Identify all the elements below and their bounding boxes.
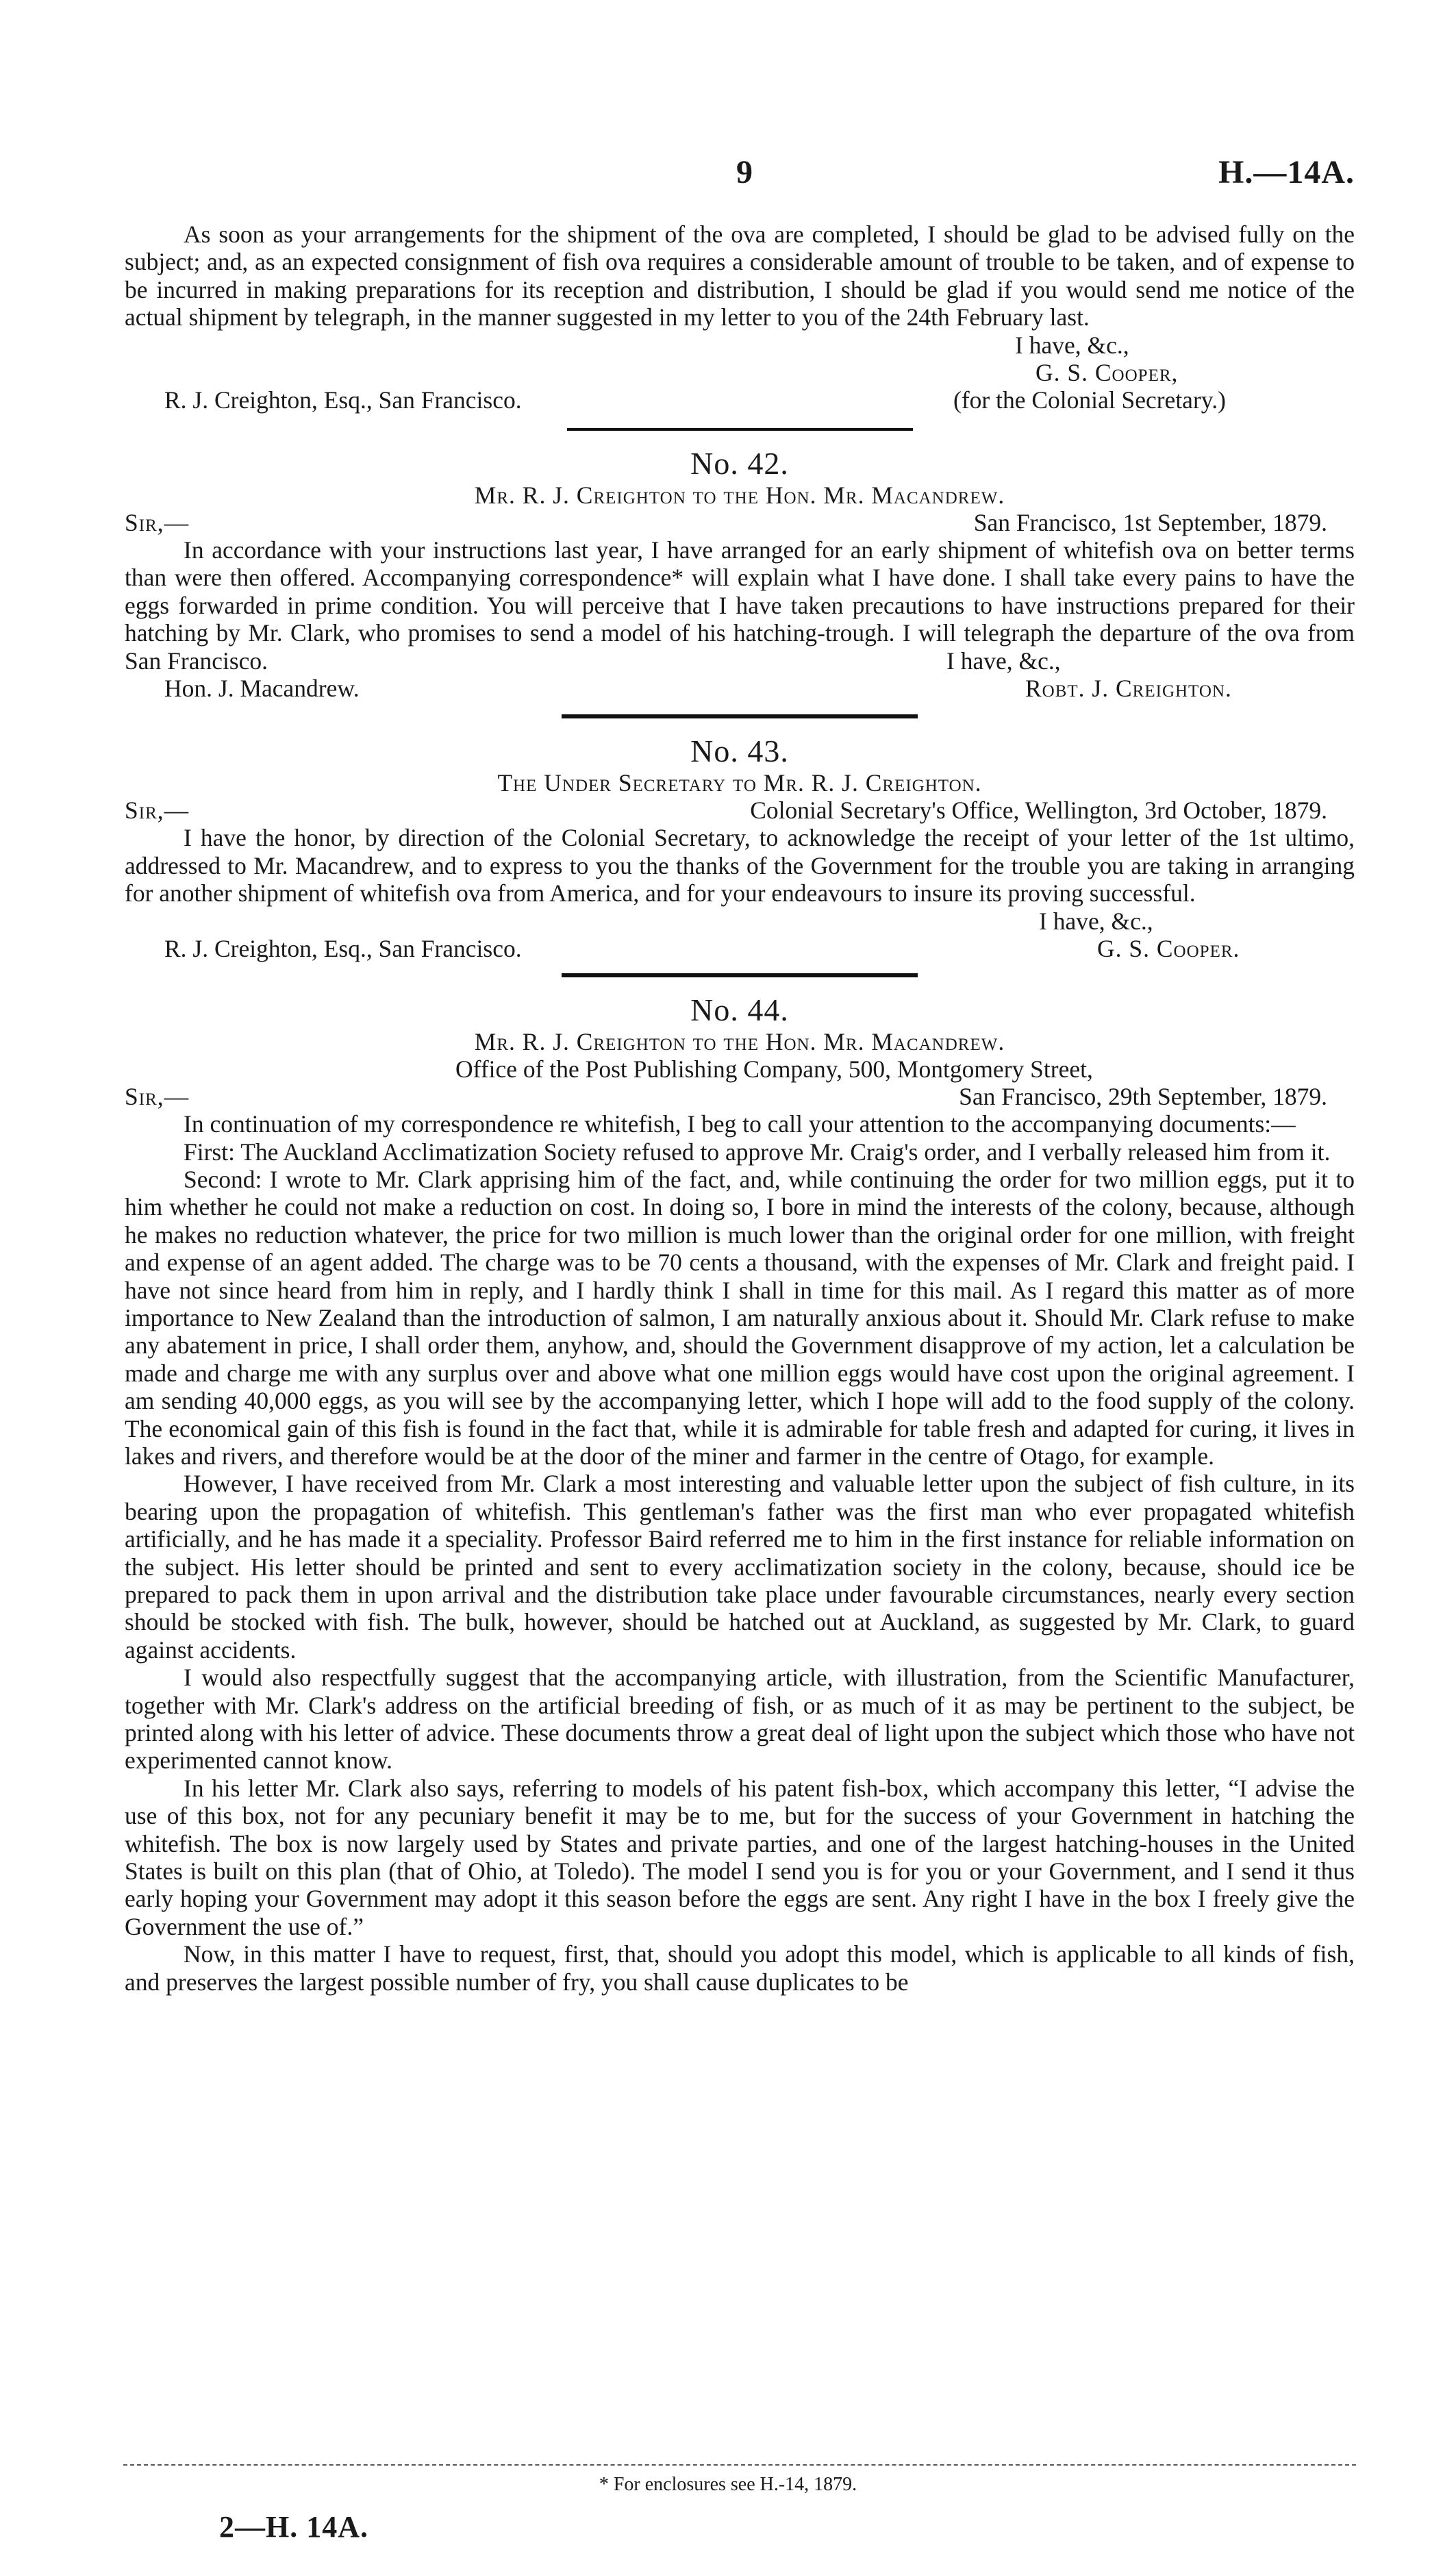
page-header — [0, 153, 1456, 201]
closing: I have, &c., — [1015, 331, 1129, 359]
signer: G. S. Cooper. — [1097, 934, 1240, 962]
addressee: Hon. J. Macandrew. — [164, 675, 360, 703]
footnote-rule — [123, 2464, 1356, 2466]
document-title: The Under Secretary to Mr. R. J. Creighton. — [497, 769, 982, 797]
paragraph: I have the honor, by direction of the Colonial Secretary, to acknowledge the receipt of your letter of the 1st ultimo, addressed to Mr. Macandrew, and to express to you the thanks of the Government for the trouble you are taking in arranging for another shipment of whitefish ova from America, and for your endeavours to insure its proving successful. — [125, 824, 1355, 907]
closing: I have, &c., — [1039, 907, 1153, 935]
paragraph: In continuation of my correspondence re whitefish, I beg to call your attention to the accompanying documents:— — [184, 1110, 1296, 1138]
paragraph: First: The Auckland Acclimatization Society refused to approve Mr. Craig's order, and I verbally released him from it. — [184, 1138, 1331, 1166]
place-date: Colonial Secretary's Office, Wellington, 3rd October, 1879. — [750, 797, 1327, 825]
document-number: No. 44. — [690, 992, 789, 1027]
document-title: Mr. R. J. Creighton to the Hon. Mr. Macandrew. — [474, 1027, 1005, 1055]
document-title: Mr. R. J. Creighton to the Hon. Mr. Macandrew. — [474, 481, 1005, 509]
office-address: Office of the Post Publishing Company, 500, Montgomery Street, — [455, 1055, 1093, 1083]
separator-rule — [562, 973, 918, 977]
page-number: 9 — [736, 154, 753, 190]
sheet-mark: 2—H. 14A. — [219, 2510, 368, 2544]
letter-42 — [125, 446, 1355, 731]
salutation: Sir,— — [125, 509, 190, 537]
salutation-row — [125, 1083, 1355, 1110]
signoff — [125, 907, 1355, 964]
paragraph: Now, in this matter I have to request, first, that, should you adopt this model, which is applicable to all kinds of fish, and preserves the largest possible number of fry, you shall cause duplicates to be — [125, 1940, 1355, 1996]
paragraph: However, I have received from Mr. Clark a most interesting and valuable letter upon the subject of fish culture, in its bearing upon the propagation of whitefish. This gentleman's father was the first man who ever propagated whitefish artificially, and he has made it a speciality. Professor Baird referred me to him in the first instance for reliable information on the subject. His letter should be printed and sent to every acclimatization society in the colony, because, should ice be prepared to pack them in upon arrival and the distribution take place under favourable circumstances, nearly every section should be stocked with fish. The bulk, however, should be hatched out at Auckland, as suggested by Mr. Clark, to guard against accidents. — [125, 1470, 1355, 1664]
letter-44 — [125, 992, 1355, 1996]
paragraph: I would also respectfully suggest that the accompanying article, with illustration, from the Scientific Manufacturer, together with Mr. Clark's address on the artificial breeding of fish, or as much of it as may be pertinent to the subject, be printed along with his letter of advice. These documents throw a great deal of light upon the subject which those who have not experimented cannot know. — [125, 1664, 1355, 1775]
closing: I have, &c., — [946, 647, 1061, 675]
document-number: No. 43. — [690, 734, 789, 769]
page-content — [125, 221, 1355, 1996]
signer: G. S. Cooper, — [1035, 358, 1179, 386]
document-number: No. 42. — [690, 445, 789, 481]
salutation-row — [125, 509, 1355, 536]
office-row — [125, 1055, 1355, 1083]
paragraph: Second: I wrote to Mr. Clark apprising him of the fact, and, while continuing the order for two million eggs, put it to him whether he could not make a reduction on cost. In doing so, I bore in mind the interests of the colony, because, although he makes no reduction whatever, the price for two million is much lower than the original order for one million, with freight and expense of an agent added. The charge was to be 70 cents a thousand, with the expenses of Mr. Clark and freight paid. I have not since heard from him in reply, and I hardly think I shall in time for this mail. As I regard this matter as of more importance to New Zealand than the introduction of salmon, I am naturally anxious about it. Should Mr. Clark refuse to make any abatement in price, I shall order them, anyhow, and, should the Government disapprove of my action, let a calculation be made and charge me with any surplus over and above what one million eggs would have cost upon the original agreement. I am sending 40,000 eggs, as you will see by the accompanying letter, which I hope will add to the food supply of the colony. The economical gain of this fish is found in the fact that, while it is admirable for table fresh and adapted for curing, it lives in lakes and rivers, and therefore would be at the door of the miner and farmer in the centre of Otago, for example. — [125, 1165, 1355, 1470]
addressee: R. J. Creighton, Esq., San Francisco. — [164, 934, 522, 962]
document-code: H.—14A. — [1218, 154, 1355, 190]
signoff — [125, 647, 1355, 731]
salutation: Sir,— — [125, 797, 190, 825]
addressee: R. J. Creighton, Esq., San Francisco. — [164, 386, 522, 414]
salutation: Sir,— — [125, 1083, 190, 1111]
place-date: San Francisco, 29th September, 1879. — [959, 1083, 1327, 1111]
place-date: San Francisco, 1st September, 1879. — [973, 509, 1327, 537]
signoff — [125, 331, 1355, 416]
signer: Robt. J. Creighton. — [1025, 675, 1232, 703]
footnote: * For enclosures see H.-14, 1879. — [599, 2474, 857, 2495]
salutation-row — [125, 797, 1355, 824]
letter-41-tail — [125, 221, 1355, 416]
paragraph: In his letter Mr. Clark also says, referring to models of his patent fish-box, which accompany this letter, “I advise the use of this box, not for any pecuniary benefit it may be to me, but for the success of your Government in hatching the whitefish. The box is now largely used by States and private parties, and one of the largest hatching-houses in the United States is built on this plan (that of Ohio, at Toledo). The model I send you is for you or your Government, and I send it thus early hoping your Government may adopt it this season before the eggs are sent. Any right I have in the box I freely give the Government the use of.” — [125, 1774, 1355, 1940]
paragraph: In accordance with your instructions last year, I have arranged for an early shipment of whitefish ova on better terms than were then offered. Accompanying correspondence* will explain what I have done. I shall take every pains to have the eggs forwarded in prime condition. You will perceive that I have taken precautions to have instructions prepared for their hatching by Mr. Clark, who promises to send a model of his hatching-trough. I will telegraph the departure of the ova from San Francisco. — [125, 536, 1355, 675]
separator-rule — [567, 428, 913, 431]
letter-43 — [125, 734, 1355, 964]
signer-role: (for the Colonial Secretary.) — [953, 386, 1226, 414]
paragraph: As soon as your arrangements for the shipment of the ova are completed, I should be glad to be advised fully on the subject; and, as an expected consignment of fish ova requires a considerable amount of trouble to be taken, and of expense to be incurred in making preparations for its reception and distribution, I should be glad if you would send me notice of the actual shipment by telegraph, in the manner suggested in my letter to you of the 24th February last. — [125, 221, 1355, 331]
